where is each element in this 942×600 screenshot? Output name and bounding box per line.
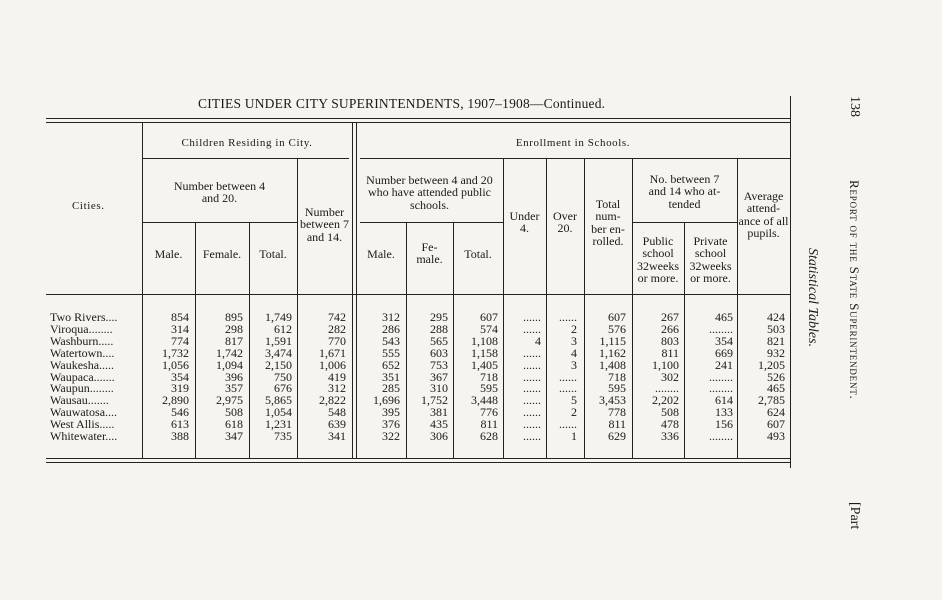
cell-a-total: 3,448	[471, 393, 498, 408]
cell-male: 774	[171, 333, 189, 348]
city-name: Viroqua........	[50, 321, 113, 336]
bottom-rule-2	[46, 462, 790, 463]
cell-male: 854	[171, 310, 189, 324]
cell-public: 478	[661, 417, 679, 432]
cell-over20: 4	[571, 345, 577, 360]
cell-a-female: 306	[430, 429, 448, 443]
cell-under4: ......	[523, 381, 541, 396]
cell-a-female: 1,752	[421, 393, 448, 408]
cell-enrolled: 576	[608, 321, 626, 336]
cell-over20: 2	[571, 405, 577, 420]
cell-public: 266	[661, 321, 679, 336]
header-average-attendance-text: Average attend- ance of all pupils.	[738, 189, 789, 240]
cell-a-total: 776	[480, 405, 498, 420]
header-no-7-14-text: No. between 7 and 14 who at- tended	[648, 172, 721, 211]
cell-under4: ......	[523, 429, 541, 443]
cell-a-total: 1,158	[471, 345, 498, 360]
city-name: West Allis.....	[50, 417, 115, 432]
cell-a-male: 286	[382, 321, 400, 336]
cell-over20: 5	[571, 393, 577, 408]
header-bottom-rule	[46, 294, 790, 295]
cell-a-male: 652	[382, 357, 400, 372]
cell-average: 424	[767, 310, 785, 324]
cell-average: 821	[767, 333, 785, 348]
cell-enrolled: 1,408	[599, 357, 626, 372]
cell-a-male: 312	[382, 310, 400, 324]
cell-n7-14: 1,006	[319, 357, 346, 372]
cell-under4: ......	[523, 393, 541, 408]
cell-enrolled: 1,115	[599, 333, 626, 348]
header-attended-total: Total.	[464, 247, 492, 261]
cell-public: 336	[661, 429, 679, 443]
cell-public: 803	[661, 333, 679, 348]
city-name: Watertown....	[50, 345, 115, 360]
cell-a-female: 603	[430, 345, 448, 360]
city-name: Washburn.....	[50, 333, 114, 348]
cell-a-total: 718	[480, 369, 498, 384]
cell-over20: ......	[559, 381, 577, 396]
cell-enrolled: 607	[608, 310, 626, 324]
cell-a-total: 1,108	[471, 333, 498, 348]
cell-male: 314	[171, 321, 189, 336]
cell-a-total: 811	[480, 417, 498, 432]
cell-enrolled: 3,453	[599, 393, 626, 408]
cell-under4: ......	[523, 345, 541, 360]
cell-under4: 4	[535, 333, 541, 348]
header-enrollment-group: Enrollment in Schools.	[515, 137, 631, 149]
cell-under4: ......	[523, 310, 541, 324]
cell-enrolled: 811	[608, 417, 626, 432]
header-cities: Cities.	[72, 200, 105, 212]
running-head: Report of the State Superintendent.	[847, 180, 862, 400]
cell-female: 298	[225, 321, 243, 336]
cell-over20: ......	[559, 310, 577, 324]
page-edge-line	[790, 96, 791, 468]
cell-female: 396	[225, 369, 243, 384]
cell-n7-14: 742	[328, 310, 346, 324]
cell-n7-14: 2,822	[319, 393, 346, 408]
cell-male: 319	[171, 381, 189, 396]
city-name: Waupaca.......	[50, 369, 115, 384]
cell-average: 493	[767, 429, 785, 443]
cell-total: 1,591	[265, 333, 292, 348]
header-private-school	[684, 235, 737, 284]
header-public-school-text: Public school 32weeks or more.	[637, 234, 679, 285]
cell-public: 1,100	[652, 357, 679, 372]
cell-over20: ......	[559, 369, 577, 384]
cell-over20: ......	[559, 417, 577, 432]
cell-public: 267	[661, 310, 679, 324]
header-female: Female.	[202, 247, 242, 261]
header-number-4-20	[142, 180, 297, 205]
cell-n7-14: 1,671	[319, 345, 346, 360]
cell-public: 302	[661, 369, 679, 384]
cell-a-female: 435	[430, 417, 448, 432]
cell-enrolled: 718	[608, 369, 626, 384]
cell-a-female: 381	[430, 405, 448, 420]
children-group-rule	[142, 158, 349, 159]
cell-male: 1,732	[162, 345, 189, 360]
cell-n7-14: 419	[328, 369, 346, 384]
cell-a-female: 288	[430, 321, 448, 336]
header-attended	[356, 174, 503, 211]
cell-public: 811	[661, 345, 679, 360]
header-under-4-text: Under 4.	[509, 209, 540, 236]
cell-male: 354	[171, 369, 189, 384]
cell-under4: ......	[523, 321, 541, 336]
cell-a-male: 543	[382, 333, 400, 348]
cell-female: 347	[225, 429, 243, 443]
cell-total: 735	[274, 429, 292, 443]
header-children-group: Children Residing in City.	[181, 137, 313, 149]
cell-n7-14: 639	[328, 417, 346, 432]
cell-male: 1,056	[162, 357, 189, 372]
cell-average: 1,205	[758, 357, 785, 372]
cell-male: 613	[171, 417, 189, 432]
cell-over20: 3	[571, 333, 577, 348]
cell-a-male: 555	[382, 345, 400, 360]
header-over-20	[546, 210, 584, 235]
cell-private: 156	[715, 417, 733, 432]
cell-a-female: 753	[430, 357, 448, 372]
cell-under4: ......	[523, 369, 541, 384]
cell-average: 465	[767, 381, 785, 396]
enrollment-group-rule	[360, 158, 790, 159]
cell-under4: ......	[523, 417, 541, 432]
cell-female: 618	[225, 417, 243, 432]
header-private-school-text: Private school 32weeks or more.	[689, 234, 732, 285]
cell-male: 388	[171, 429, 189, 443]
city-name: Wauwatosa....	[50, 405, 118, 420]
cell-a-male: 322	[382, 429, 400, 443]
cell-a-female: 367	[430, 369, 448, 384]
cell-n7-14: 341	[328, 429, 346, 443]
cell-average: 624	[767, 405, 785, 420]
cell-a-total: 628	[480, 429, 498, 443]
cell-private: 614	[715, 393, 733, 408]
cell-average: 2,785	[758, 393, 785, 408]
cell-enrolled: 595	[608, 381, 626, 396]
top-rule	[46, 118, 790, 119]
number-4-20-rule	[142, 222, 297, 223]
cell-total: 676	[274, 381, 292, 396]
header-public-school	[632, 235, 684, 284]
page-number: 138	[847, 96, 862, 117]
cell-n7-14: 282	[328, 321, 346, 336]
cell-total: 750	[274, 369, 292, 384]
header-total: Total.	[259, 247, 287, 261]
cell-n7-14: 312	[328, 381, 346, 396]
cell-under4: ......	[523, 357, 541, 372]
cell-average: 526	[767, 369, 785, 384]
cell-private: 669	[715, 345, 733, 360]
cell-a-female: 295	[430, 310, 448, 324]
cell-total: 5,865	[265, 393, 292, 408]
cell-a-male: 376	[382, 417, 400, 432]
cell-average: 503	[767, 321, 785, 336]
cell-public: 2,202	[652, 393, 679, 408]
cell-female: 817	[225, 333, 243, 348]
city-name: Wausau.......	[50, 393, 109, 408]
city-name: Waukesha.....	[50, 357, 115, 372]
cell-private: 465	[715, 310, 733, 324]
page-title: CITIES UNDER CITY SUPERINTENDENTS, 1907–1908—Continued.	[198, 96, 606, 111]
cell-a-total: 1,405	[471, 357, 498, 372]
cell-a-total: 595	[480, 381, 498, 396]
header-attended-text: Number between 4 and 20 who have attended public schools.	[366, 173, 493, 212]
section-label: Statistical Tables.	[805, 248, 820, 348]
cell-female: 357	[225, 381, 243, 396]
cell-total: 612	[274, 321, 292, 336]
cell-total: 1,231	[265, 417, 292, 432]
city-name: Two Rivers....	[50, 310, 118, 324]
header-no-7-14	[632, 173, 737, 210]
cell-enrolled: 778	[608, 405, 626, 420]
cell-a-total: 574	[480, 321, 498, 336]
header-attended-female	[406, 241, 453, 266]
header-attended-male: Male.	[367, 247, 395, 261]
cell-over20: 3	[571, 357, 577, 372]
cell-n7-14: 770	[328, 333, 346, 348]
cell-female: 1,094	[216, 357, 243, 372]
cell-private: 354	[715, 333, 733, 348]
cell-female: 895	[225, 310, 243, 324]
cell-enrolled: 629	[608, 429, 626, 443]
header-under-4	[503, 210, 546, 235]
cell-private: ........	[709, 381, 733, 396]
cell-private: ........	[709, 321, 733, 336]
cell-over20: 1	[571, 429, 577, 443]
cell-a-total: 607	[480, 310, 498, 324]
cell-private: 241	[715, 357, 733, 372]
cell-total: 3,474	[265, 345, 292, 360]
cell-male: 2,890	[162, 393, 189, 408]
cell-male: 546	[171, 405, 189, 420]
city-name: Waupun........	[50, 381, 114, 396]
cell-female: 1,742	[216, 345, 243, 360]
header-number-4-20-text: Number between 4 and 20.	[173, 179, 266, 206]
part-label: [Part	[847, 502, 862, 530]
cell-female: 2,975	[216, 393, 243, 408]
cell-public: 508	[661, 405, 679, 420]
header-total-enrolled-text: Total num- ber en- rolled.	[591, 197, 625, 248]
cell-enrolled: 1,162	[599, 345, 626, 360]
cell-private: ........	[709, 429, 733, 443]
cell-female: 508	[225, 405, 243, 420]
cell-a-male: 1,696	[373, 393, 400, 408]
header-average-attendance	[737, 190, 790, 239]
cell-over20: 2	[571, 321, 577, 336]
header-fe-male-text: Fe- male.	[416, 240, 443, 267]
cell-a-male: 351	[382, 369, 400, 384]
cell-n7-14: 548	[328, 405, 346, 420]
cell-average: 932	[767, 345, 785, 360]
cell-total: 1,749	[265, 310, 292, 324]
cell-private: ........	[709, 369, 733, 384]
cell-under4: ......	[523, 405, 541, 420]
bottom-rule	[46, 458, 790, 459]
cell-a-female: 310	[430, 381, 448, 396]
header-male: Male.	[154, 247, 183, 261]
header-number-7-14: Number between 7 and 14.	[300, 205, 349, 244]
city-name: Whitewater....	[50, 429, 118, 443]
attended-rule	[360, 222, 503, 223]
cell-a-male: 285	[382, 381, 400, 396]
header-total-enrolled	[584, 198, 632, 247]
cell-public: ........	[655, 381, 679, 396]
cell-a-male: 395	[382, 405, 400, 420]
cell-private: 133	[715, 405, 733, 420]
header-over-20-text: Over 20.	[553, 209, 577, 236]
cell-total: 2,150	[265, 357, 292, 372]
cell-average: 607	[767, 417, 785, 432]
top-rule-2	[46, 122, 790, 123]
cell-a-female: 565	[430, 333, 448, 348]
cell-total: 1,054	[265, 405, 292, 420]
